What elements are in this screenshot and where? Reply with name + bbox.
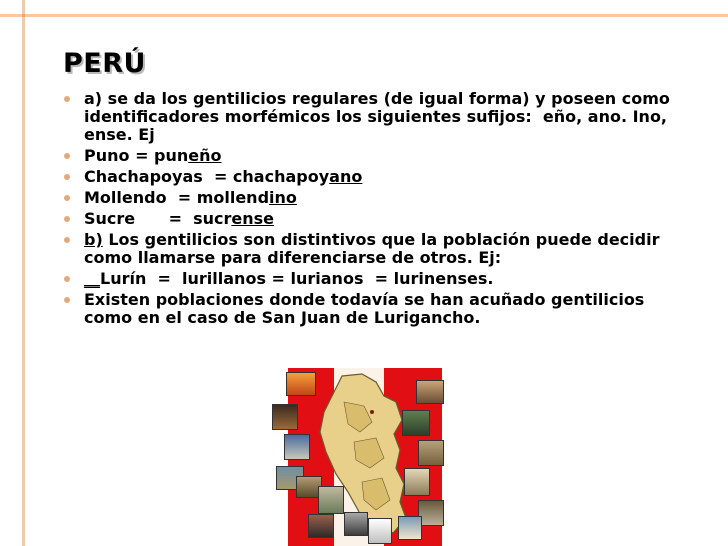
photo-thumbnail-12 bbox=[418, 440, 444, 466]
photo-thumbnail-8 bbox=[344, 512, 368, 536]
slide-border-horizontal bbox=[0, 14, 728, 17]
photo-thumbnail-1 bbox=[286, 372, 316, 396]
bullet-text: __ bbox=[84, 269, 100, 288]
bullet-list bbox=[62, 90, 674, 330]
photo-thumbnail-9 bbox=[368, 518, 392, 544]
bullet-text: Lurín = lurillanos = lurianos = lurinenses. bbox=[100, 269, 494, 288]
bullet-text: a) se da los gentilicios regulares (de igual forma) y poseen como identificadores morfémicos los siguientes sufijos: eño, ano. Ino, ense. Ej bbox=[84, 89, 676, 144]
bullet-item bbox=[62, 147, 674, 165]
bullet-item bbox=[62, 210, 674, 228]
bullet-item bbox=[62, 291, 674, 327]
bullet-item bbox=[62, 270, 674, 288]
bullet-dot-icon bbox=[64, 195, 70, 201]
bullet-text: eño bbox=[188, 146, 222, 165]
photo-thumbnail-13 bbox=[404, 468, 430, 496]
bullet-item bbox=[62, 168, 674, 186]
bullet-dot-icon bbox=[64, 276, 70, 282]
bullet-text: Chachapoyas = chachapoy bbox=[84, 167, 330, 186]
photo-thumbnail-2 bbox=[272, 404, 298, 430]
bullet-dot-icon bbox=[64, 216, 70, 222]
bullet-text: ino bbox=[269, 188, 297, 207]
photo-thumbnail-7 bbox=[308, 514, 334, 538]
bullet-text: Existen poblaciones donde todavía se han acuñado gentilicios como en el caso de San Juan de Lurigancho. bbox=[84, 290, 650, 327]
bullet-text: Mollendo = mollend bbox=[84, 188, 270, 207]
bullet-item bbox=[62, 189, 674, 207]
slide-border-vertical bbox=[22, 0, 25, 546]
bullet-text: b) bbox=[84, 230, 103, 249]
photo-thumbnail-10 bbox=[416, 380, 444, 404]
bullet-text: ense bbox=[231, 209, 275, 228]
bullet-text: Puno = pun bbox=[84, 146, 189, 165]
bullet-item bbox=[62, 231, 674, 267]
slide-title: PERÚ bbox=[63, 48, 146, 79]
bullet-dot-icon bbox=[64, 153, 70, 159]
bullet-text: Sucre = sucr bbox=[84, 209, 232, 228]
photo-thumbnail-15 bbox=[398, 516, 422, 540]
bullet-dot-icon bbox=[64, 96, 70, 102]
bullet-item bbox=[62, 90, 674, 144]
bullet-dot-icon bbox=[64, 297, 70, 303]
photo-thumbnail-6 bbox=[318, 486, 344, 514]
photo-thumbnail-11 bbox=[402, 410, 430, 436]
bullet-dot-icon bbox=[64, 237, 70, 243]
bullet-text: ano bbox=[329, 167, 363, 186]
slide-border-corner bbox=[22, 14, 25, 17]
bullet-dot-icon bbox=[64, 174, 70, 180]
photo-thumbnail-3 bbox=[284, 434, 310, 460]
bullet-text: Los gentilicios son distintivos que la población puede decidir como llamarse para diferenciarse de otros. Ej: bbox=[84, 230, 666, 267]
peru-map-illustration bbox=[268, 366, 446, 546]
